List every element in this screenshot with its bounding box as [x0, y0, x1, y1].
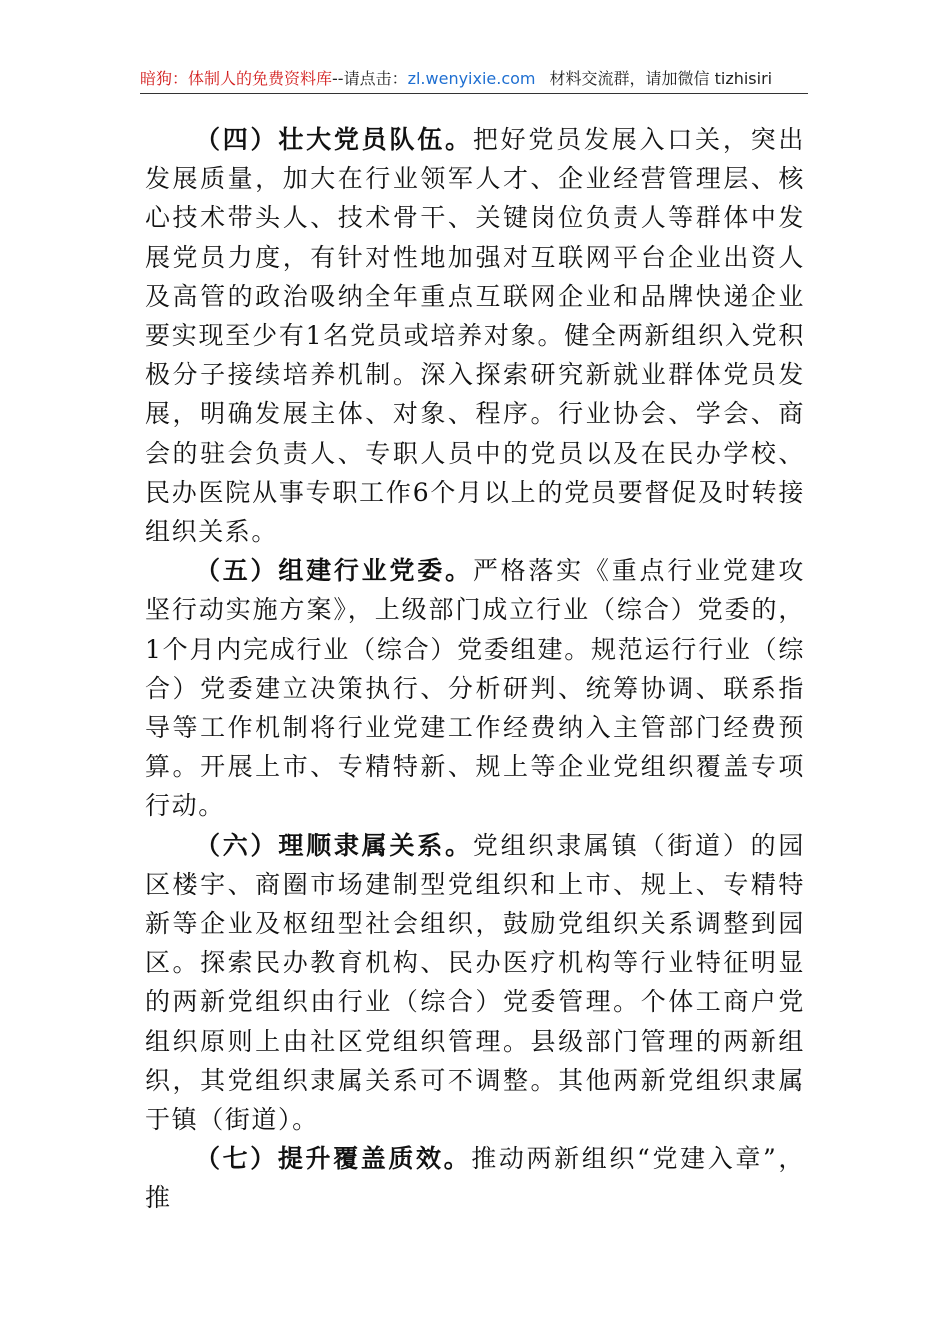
- header-link[interactable]: zl.wenyixie.com: [407, 69, 536, 88]
- paragraph-heading: （七）提升覆盖质效。: [195, 1144, 472, 1174]
- header-brand: 暗狗：体制人的免费资料库: [140, 69, 333, 88]
- paragraph-heading: （六）理顺隶属关系。: [195, 830, 473, 860]
- paragraph-text: 推动两新组织“党建入章”，推: [145, 1144, 805, 1213]
- paragraph-text: 把好党员发展入口关，突出发展质量，加大在行业领军人才、企业经营管理层、核心技术带头人、技术骨干、关键岗位负责人等群体中发展党员力度，有针对性地加强对互联网平台企业出资人及高管的政治吸纳全年重点互联网企业和品牌快递企业要实现至少有1名党员或培养对象。健全两新组织入党积极分子接续培养机制。深入探索研究新就业群体党员发展，明确发展主体、对象、程序。行业协会、学会、商会的驻会负责人、专职人员中的党员以及在民办学校、民办医院从事专职工作6个月以上的党员要督促及时转接组织关系。: [145, 125, 805, 547]
- header-divider: [140, 93, 808, 94]
- header-click-prompt: --请点击：: [332, 69, 408, 88]
- document-body: [145, 120, 805, 1218]
- paragraph-heading: （五）组建行业党委。: [195, 556, 473, 586]
- paragraph-text: 严格落实《重点行业党建攻坚行动实施方案》，上级部门成立行业（综合）党委的，1个月内完成行业（综合）党委组建。规范运行行业（综合）党委建立决策执行、分析研判、统筹协调、联系指导等工作机制将行业党建工作经费纳入主管部门经费预算。开展上市、专精特新、规上等企业党组织覆盖专项行动。: [145, 556, 805, 821]
- paragraph-text: 党组织隶属镇（街道）的园区楼宇、商圈市场建制型党组织和上市、规上、专精特新等企业及枢纽型社会组织，鼓励党组织关系调整到园区。探索民办教育机构、民办医疗机构等行业特征明显的两新党组织由行业（综合）党委管理。个体工商户党组织原则上由社区党组织管理。县级部门管理的两新组织，其党组织隶属关系可不调整。其他两新党组织隶属于镇（街道）。: [145, 830, 805, 1135]
- paragraph-heading: （四）壮大党员队伍。: [195, 125, 473, 154]
- paragraph-6: [145, 826, 805, 1140]
- header-wechat-note: 材料交流群，请加微信 tizhisiri: [549, 69, 773, 88]
- paragraph-7: [145, 1139, 805, 1217]
- paragraph-4: [145, 120, 805, 551]
- paragraph-5: [145, 551, 805, 825]
- page-header: [140, 64, 808, 94]
